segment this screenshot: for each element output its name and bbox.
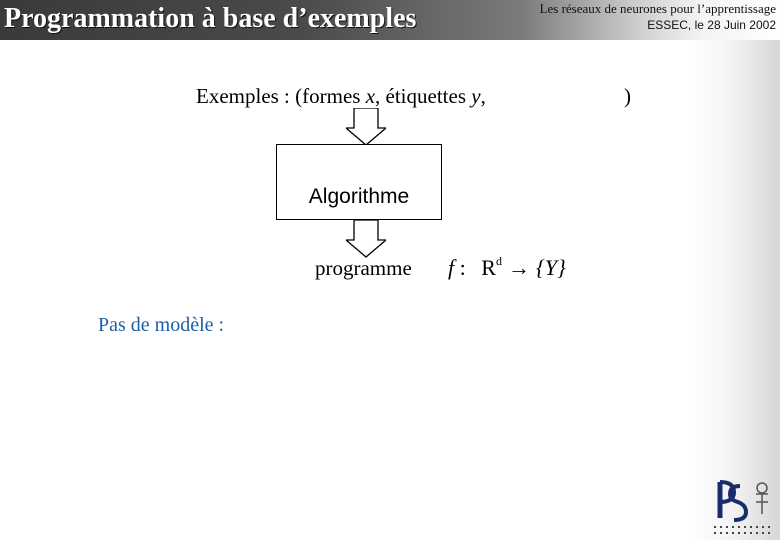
formula-colon: : xyxy=(454,255,472,280)
function-symbol: f xyxy=(448,255,455,280)
down-arrow-icon xyxy=(346,220,386,258)
program-label: programme xyxy=(315,256,412,280)
variable-x: x xyxy=(365,84,376,108)
examples-prefix: Exemples : (formes xyxy=(196,84,366,108)
examples-label xyxy=(196,84,486,109)
maps-to-arrow: → xyxy=(507,255,530,280)
domain-exponent: d xyxy=(495,254,502,268)
variable-y: y xyxy=(471,84,481,108)
event-date: ESSEC, le 28 Juin 2002 xyxy=(647,18,776,32)
codomain-symbol: {Y} xyxy=(535,255,566,280)
down-arrow-icon xyxy=(346,108,386,146)
institution-logo-icon xyxy=(712,478,776,538)
mapping-formula xyxy=(448,254,566,281)
algorithm-box xyxy=(276,144,442,220)
slide-title: Programmation à base d’exemples xyxy=(4,3,417,34)
no-model-text: Pas de modèle : xyxy=(98,314,225,336)
course-title: Les réseaux de neurones pour l’apprentissage xyxy=(539,1,776,16)
domain-symbol: R xyxy=(481,255,496,280)
examples-comma: , xyxy=(480,84,486,108)
algorithm-label: Algorithme xyxy=(308,185,410,208)
examples-mid: , étiquettes xyxy=(375,84,472,108)
examples-close-paren: ) xyxy=(624,84,631,108)
